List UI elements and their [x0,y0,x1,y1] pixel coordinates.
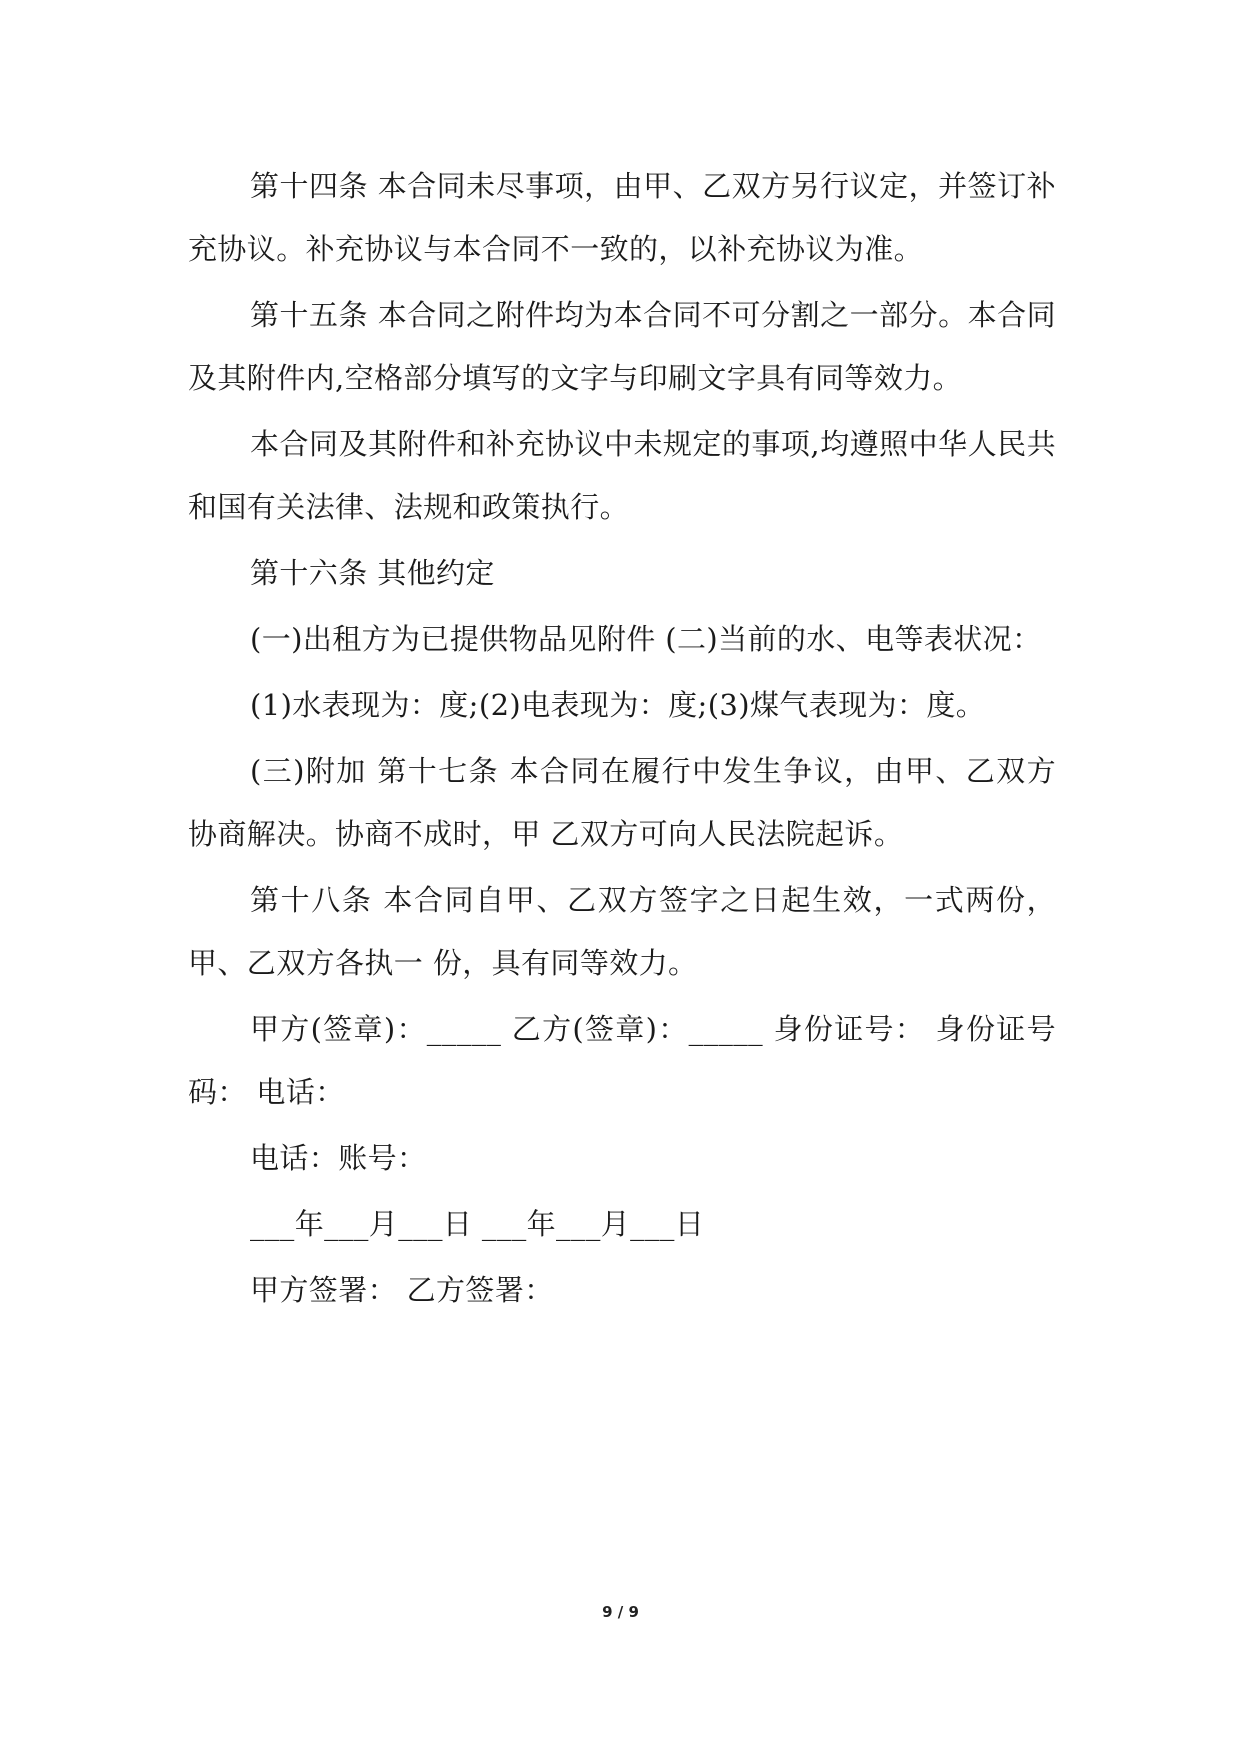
clause-17-paragraph: (三)附加 第十七条 本合同在履行中发生争议，由甲、乙双方协商解决。协商不成时，甲 乙双方可向人民法院起诉。 [188,754,1056,851]
meter-readings-paragraph: (1)水表现为：度;(2)电表现为：度;(3)煤气表现为：度。 [250,688,986,722]
signatory-paragraph: 甲方签署： 乙方签署： [250,1273,554,1307]
clause-18-paragraph: 第十八条 本合同自甲、乙双方签字之日起生效，一式两份，甲、乙双方各执一 份，具有同等效力。 [188,883,1056,980]
clause-16-heading: 第十六条 其他约定 [250,556,495,590]
contact-paragraph: 电话：账号： [250,1141,427,1175]
document-body [188,155,1056,1325]
signature-fields-paragraph: 甲方(签章)：_____ 乙方(签章)：_____ 身份证号： 身份证号码： 电话： [188,1012,1056,1109]
page-number: 9 / 9 [602,1603,639,1621]
clause-14-paragraph: 第十四条 本合同未尽事项，由甲、乙双方另行议定，并签订补充协议。补充协议与本合同不一致的，以补充协议为准。 [188,169,1056,266]
clause-15-paragraph: 第十五条 本合同之附件均为本合同不可分割之一部分。本合同及其附件内,空格部分填写的文字与印刷文字具有同等效力。 [188,298,1056,395]
legal-basis-paragraph: 本合同及其附件和补充协议中未规定的事项,均遵照中华人民共和国有关法律、法规和政策执行。 [188,427,1056,524]
date-fields-paragraph: ___年___月___日 ___年___月___日 [250,1207,705,1241]
provided-items-paragraph: (一)出租方为已提供物品见附件 (二)当前的水、电等表状况： [250,622,1042,656]
